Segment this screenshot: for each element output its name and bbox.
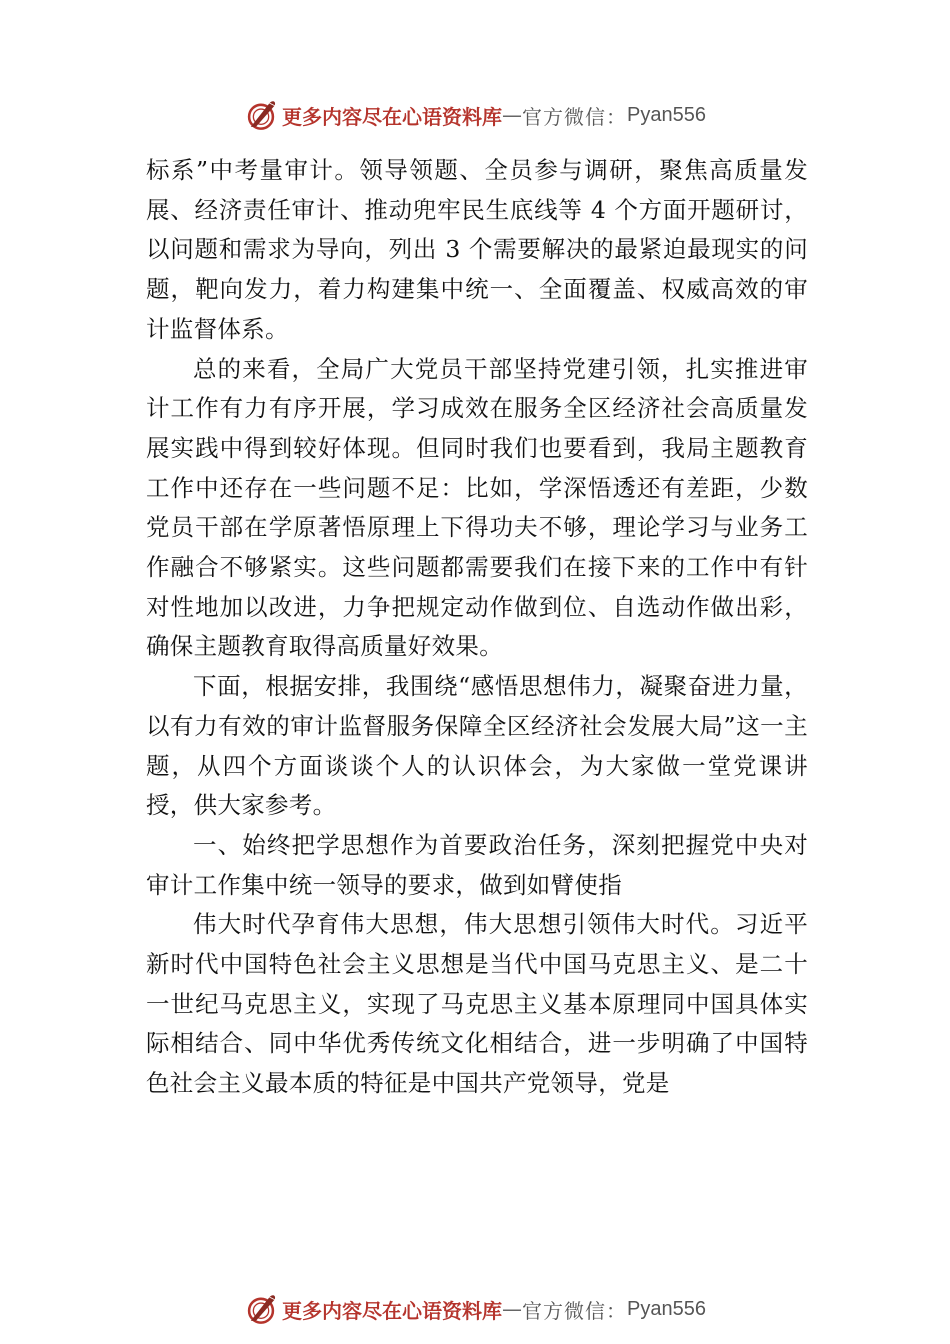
banner-dash: — <box>502 1297 523 1321</box>
quill-pen-logo-icon <box>244 98 278 132</box>
paragraph-4: 伟大时代孕育伟大思想，伟大思想引领伟大时代。习近平新时代中国特色社会主义思想是当代中国马克思主义、是二十一世纪马克思主义，实现了马克思主义基本原理同中国具体实际相结合、同中华优秀传统文化相结合，进一步明确了中国特色社会主义最本质的特征是中国共产党领导，党是 <box>146 910 808 1098</box>
paragraph-3: 下面，根据安排，我围绕“感悟思想伟力，凝聚奋进力量，以有力有效的审计监督服务保障全区经济社会发展大局”这一主题，从四个方面谈谈个人的认识体会，为大家做一堂党课讲授，供大家参考。 <box>146 672 808 820</box>
footer-banner <box>0 1289 950 1329</box>
quill-pen-logo-icon <box>244 1292 278 1326</box>
header-banner <box>0 95 950 135</box>
banner-wechat-id: Pyan556 <box>627 103 706 126</box>
paragraph-2: 总的来看，全局广大党员干部坚持党建引领，扎实推进审计工作有力有序开展，学习成效在服务全区经济社会高质量发展实践中得到较好体现。但同时我们也要看到，我局主题教育工作中还存在一些问题不足：比如，学深悟透还有差距，少数党员干部在学原著悟原理上下得功夫不够，理论学习与业务工作融合不够紧实。这些问题都需要我们在接下来的工作中有针对性地加以改进，力争把规定动作做到位、自选动作做出彩，确保主题教育取得高质量好效果。 <box>146 354 808 661</box>
banner-main-text: 更多内容尽在心语资料库 <box>282 104 503 129</box>
banner-label: 官方微信： <box>522 1298 628 1323</box>
paragraph-1: 标系”中考量审计。领导领题、全员参与调研，聚焦高质量发展、经济责任审计、推动兜牢民生底线等 4 个方面开题研讨，以问题和需求为导向，列出 3 个需要解决的最紧迫最现实的问题，靶向发力，着力构建集中统一、全面覆盖、权威高效的审计监督体系。 <box>146 156 808 343</box>
document-body <box>146 151 808 1104</box>
banner-main-text: 更多内容尽在心语资料库 <box>282 1298 503 1323</box>
section-heading-1: 一、始终把学思想作为首要政治任务，深刻把握党中央对审计工作集中统一领导的要求，做到如臂使指 <box>146 830 808 899</box>
banner-wechat-id: Pyan556 <box>627 1297 706 1320</box>
banner-label: 官方微信： <box>522 104 628 129</box>
banner-dash: — <box>502 103 523 127</box>
